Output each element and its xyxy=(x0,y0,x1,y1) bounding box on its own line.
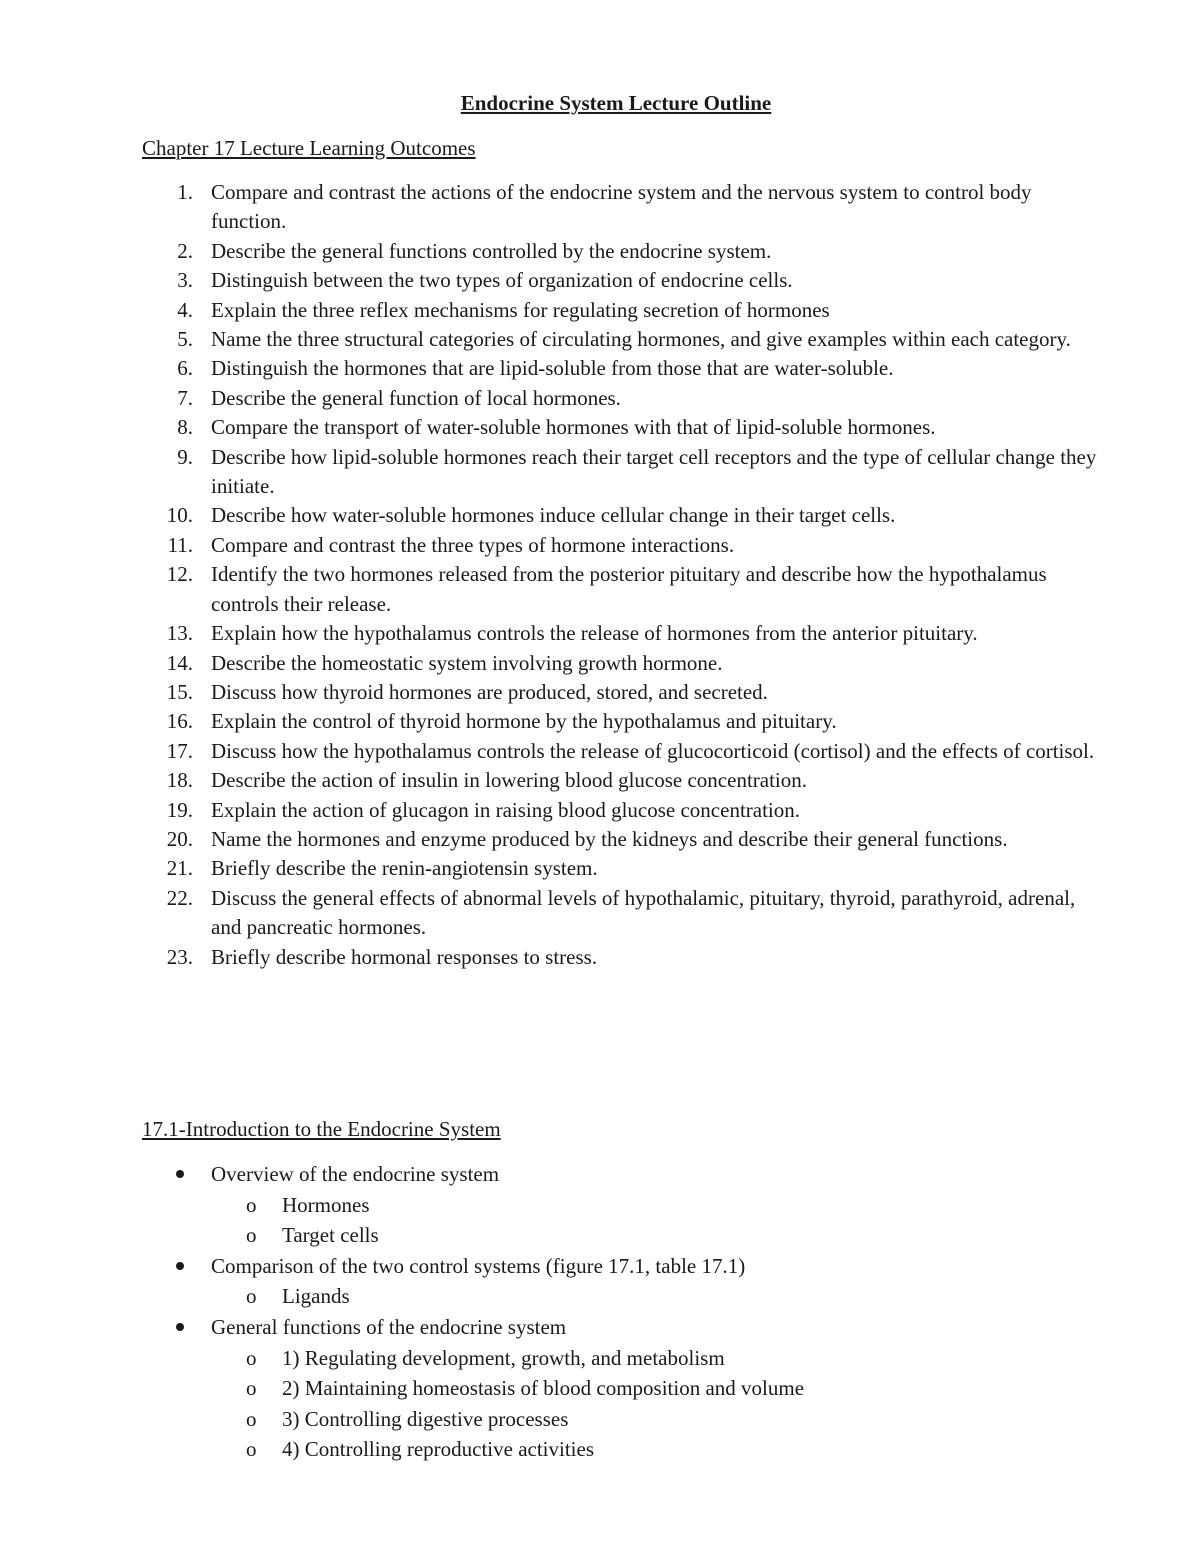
sub-bullet-text: 1) Regulating development, growth, and metabolism xyxy=(282,1345,725,1370)
outcome-number: 7. xyxy=(177,385,193,410)
outcome-item xyxy=(0,384,1200,413)
outcome-number: 15. xyxy=(166,679,193,704)
outcomes-heading: Chapter 17 Lecture Learning Outcomes xyxy=(142,136,476,160)
outcome-number: 23. xyxy=(166,944,193,969)
sub-bullet-item xyxy=(0,1220,1200,1251)
sub-bullet-circle-icon: o xyxy=(246,1284,257,1309)
outcome-item xyxy=(0,178,1200,237)
sub-bullet-circle-icon: o xyxy=(246,1376,257,1401)
outcome-item xyxy=(0,707,1200,736)
sub-bullet-circle-icon: o xyxy=(246,1223,257,1248)
outcome-number: 8. xyxy=(177,415,193,440)
outcome-text: Explain the control of thyroid hormone by the hypothalamus and pituitary. xyxy=(211,709,837,734)
sub-bullet-item xyxy=(0,1404,1200,1435)
section-bullet-list xyxy=(0,1159,1200,1465)
section-heading: 17.1-Introduction to the Endocrine System xyxy=(142,1117,501,1141)
outcome-number: 5. xyxy=(177,327,193,352)
outcome-text: Compare and contrast the actions of the endocrine system and the nervous system to control body function. xyxy=(211,180,1032,234)
outcome-text: Compare and contrast the three types of hormone interactions. xyxy=(211,532,735,557)
outcome-item xyxy=(0,796,1200,825)
outcome-number: 18. xyxy=(166,768,193,793)
outcome-text: Name the three structural categories of circulating hormones, and give examples within each category. xyxy=(211,327,1071,352)
outcome-number: 1. xyxy=(177,180,193,204)
sub-bullet-text: Target cells xyxy=(282,1223,379,1248)
outcome-text: Describe how water-soluble hormones induce cellular change in their target cells. xyxy=(211,503,896,528)
outcome-number: 19. xyxy=(166,797,193,822)
outcome-text: Describe the general function of local hormones. xyxy=(211,385,621,410)
outcome-text: Name the hormones and enzyme produced by the kidneys and describe their general functions. xyxy=(211,826,1008,851)
outcome-text: Discuss how thyroid hormones are produced, stored, and secreted. xyxy=(211,679,768,704)
outcome-text: Briefly describe hormonal responses to stress. xyxy=(211,944,598,969)
sub-bullet-text: Ligands xyxy=(282,1284,350,1309)
outcome-number: 12. xyxy=(166,562,193,587)
outcome-item xyxy=(0,531,1200,560)
outcome-text: Explain the action of glucagon in raising blood glucose concentration. xyxy=(211,797,801,822)
sub-bullet-circle-icon: o xyxy=(246,1437,257,1462)
outcome-item xyxy=(0,649,1200,678)
outcome-number: 10. xyxy=(166,503,193,528)
outcome-number: 2. xyxy=(177,238,193,263)
outcome-number: 16. xyxy=(166,709,193,734)
sub-bullet-circle-icon: o xyxy=(246,1406,257,1431)
outcome-text: Describe the action of insulin in lowering blood glucose concentration. xyxy=(211,768,808,793)
outcome-item xyxy=(0,943,1200,972)
outcome-text: Describe the homeostatic system involving growth hormone. xyxy=(211,650,723,675)
bullet-item xyxy=(0,1159,1200,1190)
outcome-text: Describe how lipid-soluble hormones reach their target cell receptors and the type of cellular change they initiate. xyxy=(211,444,1097,499)
outcome-text: Distinguish between the two types of organization of endocrine cells. xyxy=(211,268,793,293)
sub-bullet-item xyxy=(0,1281,1200,1312)
bullet-dot-icon xyxy=(176,1323,184,1331)
outcome-text: Distinguish the hormones that are lipid-soluble from those that are water-soluble. xyxy=(211,356,894,381)
outcome-item xyxy=(0,501,1200,530)
outcome-item xyxy=(0,237,1200,266)
outcome-number: 6. xyxy=(177,356,193,381)
outcome-text: Discuss the general effects of abnormal levels of hypothalamic, pituitary, thyroid, parathyroid, adrenal, and pancreatic hormones. xyxy=(211,885,1076,940)
outcome-text: Compare the transport of water-soluble hormones with that of lipid-soluble hormones. xyxy=(211,415,936,440)
outcome-item xyxy=(0,825,1200,854)
outcome-item xyxy=(0,854,1200,883)
outcome-number: 20. xyxy=(166,826,193,851)
sub-bullet-text: 2) Maintaining homeostasis of blood composition and volume xyxy=(282,1376,805,1401)
bullet-item xyxy=(0,1312,1200,1343)
outcomes-list xyxy=(0,178,1200,972)
outcome-item xyxy=(0,413,1200,442)
sub-bullet-circle-icon: o xyxy=(246,1192,257,1217)
outcome-number: 11. xyxy=(167,532,193,557)
outcome-item xyxy=(0,678,1200,707)
outcome-text: Identify the two hormones released from the posterior pituitary and describe how the hypothalamus controls their release. xyxy=(211,562,1047,616)
sub-bullet-item xyxy=(0,1434,1200,1465)
outcome-item xyxy=(0,443,1200,502)
outcome-item xyxy=(0,296,1200,325)
bullet-text: General functions of the endocrine system xyxy=(211,1314,567,1339)
outcome-number: 3. xyxy=(177,268,193,293)
outcome-text: Explain how the hypothalamus controls the release of hormones from the anterior pituitary. xyxy=(211,621,978,646)
bullet-text: Comparison of the two control systems (figure 17.1, table 17.1) xyxy=(211,1253,746,1278)
outcome-item xyxy=(0,766,1200,795)
outcome-number: 9. xyxy=(177,444,193,469)
sub-bullet-text: Hormones xyxy=(282,1192,370,1217)
outcome-item xyxy=(0,619,1200,648)
outcome-number: 21. xyxy=(166,856,193,881)
sub-bullet-circle-icon: o xyxy=(246,1345,257,1370)
sub-bullet-item xyxy=(0,1373,1200,1404)
outcome-item xyxy=(0,884,1200,943)
sub-bullet-item xyxy=(0,1190,1200,1221)
outcome-item xyxy=(0,266,1200,295)
bullet-item xyxy=(0,1251,1200,1282)
bullet-dot-icon xyxy=(176,1262,184,1270)
sub-bullet-item xyxy=(0,1343,1200,1374)
outcome-text: Explain the three reflex mechanisms for regulating secretion of hormones xyxy=(211,297,830,322)
bullet-dot-icon xyxy=(176,1170,184,1178)
outcome-item xyxy=(0,737,1200,766)
outcome-text: Briefly describe the renin-angiotensin system. xyxy=(211,856,598,881)
outcome-text: Describe the general functions controlled by the endocrine system. xyxy=(211,238,772,263)
outcome-number: 17. xyxy=(166,738,193,763)
outcome-item xyxy=(0,325,1200,354)
outcome-item xyxy=(0,354,1200,383)
outcome-number: 13. xyxy=(166,621,193,646)
outcome-item xyxy=(0,560,1200,619)
outcome-text: Discuss how the hypothalamus controls the release of glucocorticoid (cortisol) and the effects of cortisol. xyxy=(211,738,1095,763)
outcome-number: 22. xyxy=(166,885,193,910)
document-title: Endocrine System Lecture Outline xyxy=(460,91,772,115)
sub-bullet-text: 3) Controlling digestive processes xyxy=(282,1406,569,1431)
bullet-text: Overview of the endocrine system xyxy=(211,1162,500,1186)
outcome-number: 4. xyxy=(177,297,193,322)
sub-bullet-text: 4) Controlling reproductive activities xyxy=(282,1437,595,1462)
outcome-number: 14. xyxy=(166,650,193,675)
